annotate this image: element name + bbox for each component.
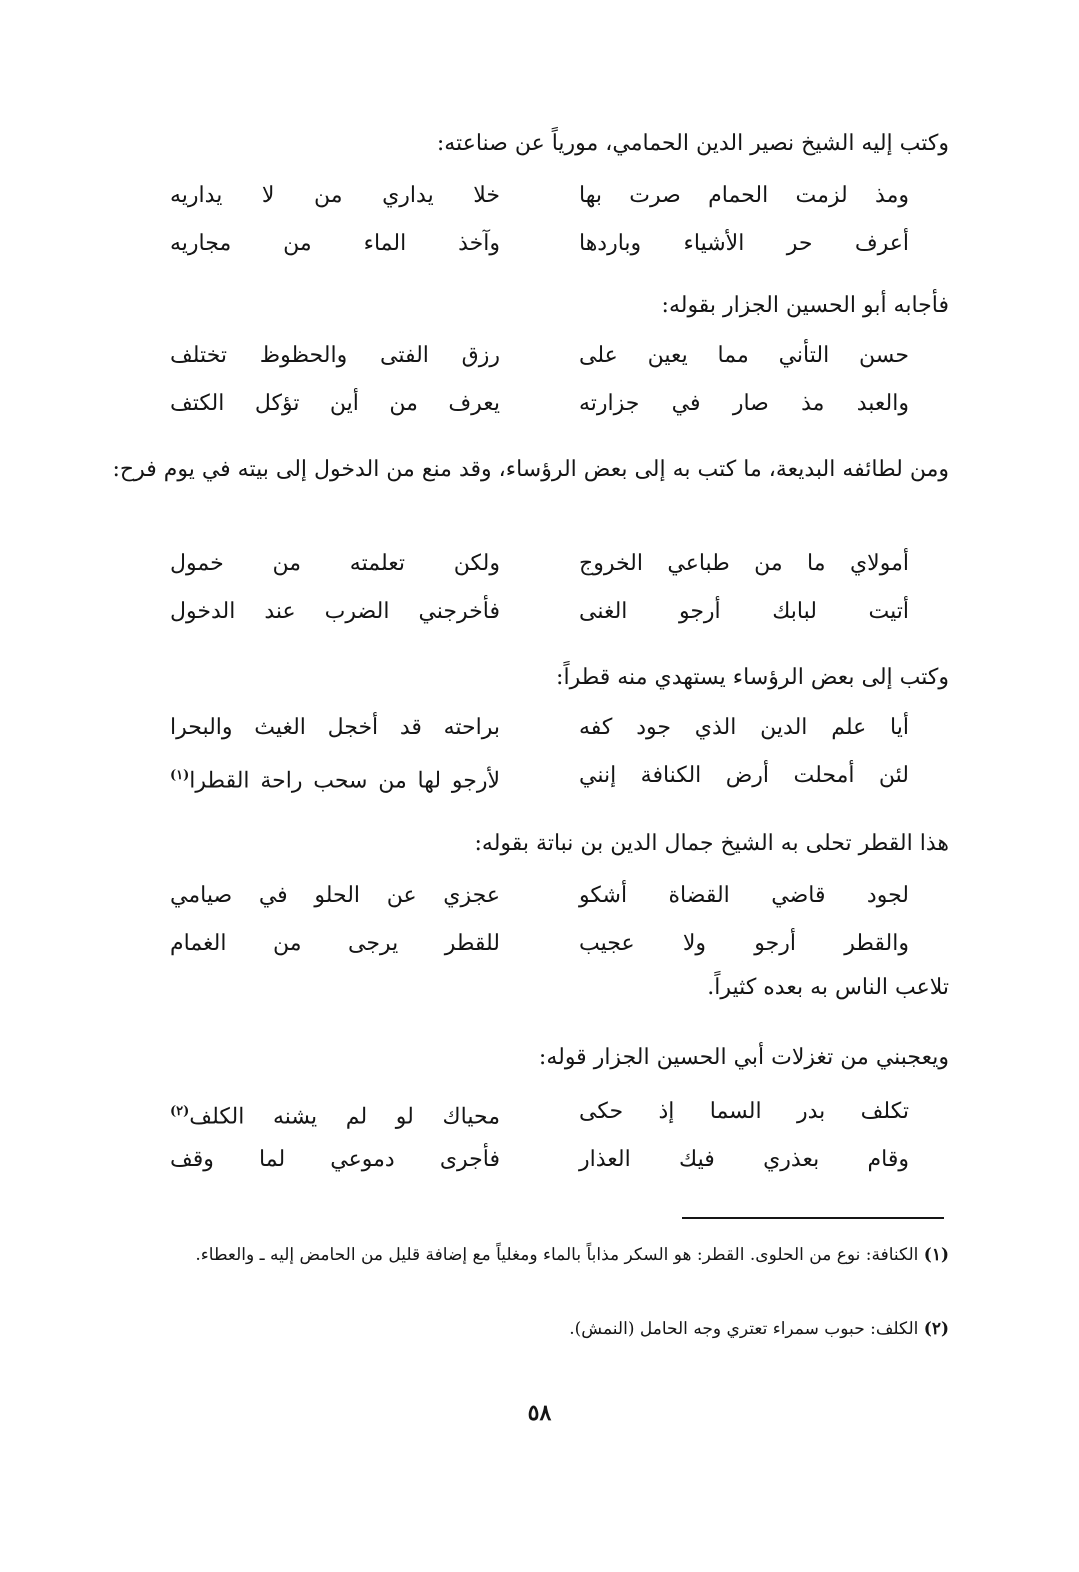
first-hemistich: حسن التأني مما يعين على [579,343,909,368]
verse-block-1 [130,172,909,268]
first-hemistich: والقطر أرجو ولا عجيب [579,931,909,956]
first-hemistich: لجود قاضي القضاة أشكو [579,883,909,908]
footnote-1 [108,1240,949,1270]
first-hemistich: أمولاي ما من طباعي الخروج [579,551,909,576]
hemistich-text: لأرجو لها من سحب راحة القطرا [189,768,500,794]
first-hemistich: والعبد مذ صار في جزارته [579,391,909,416]
hemistich-text: محياك لو لم يشنه الكلف [189,1104,500,1130]
second-hemistich: خلا يداري من لا يداريه [170,183,500,208]
verse-block-6 [130,1088,909,1184]
verse-block-3 [130,540,909,636]
second-hemistich [170,1088,500,1141]
verse-line [130,1088,909,1136]
footnote-2 [108,1314,949,1344]
paragraph-note: تلاعب الناس به بعده كثيراً. [707,975,949,1000]
paragraph-intro-5: هذا القطر تحلى به الشيخ جمال الدين بن نباتة بقوله: [474,831,949,856]
verse-line [130,540,909,588]
verse-block-5 [130,872,909,968]
footnote-text: الكلف: حبوب سمراء تعتري وجه الحامل (النمش). [569,1319,919,1339]
footnote-number: (١) [923,1245,949,1265]
first-hemistich: وقام بعذري فيك العذار [579,1147,909,1172]
verse-line [130,704,909,752]
verse-line [130,380,909,428]
verse-block-4 [130,704,909,800]
first-hemistich: أعرف حر الأشياء وباردها [579,231,909,256]
verse-line [130,172,909,220]
first-hemistich: ومذ لزمت الحمام صرت بها [579,183,909,208]
paragraph-intro-4: وكتب إلى بعض الرؤساء يستهدي منه قطراً: [556,665,949,690]
verse-line [130,872,909,920]
first-hemistich: تكلف بدر السما إذ حكى [579,1099,909,1124]
first-hemistich: لئن أمحلت أرض الكنافة إنني [579,763,909,788]
page-number: ٥٨ [527,1400,552,1426]
footnote-separator [682,1217,944,1219]
paragraph-intro-2: فأجابه أبو الحسين الجزار بقوله: [661,293,949,318]
footnote-marker: (٢) [170,1104,190,1119]
verse-line [130,1136,909,1184]
footnote-number: (٢) [923,1319,949,1339]
verse-line [130,588,909,636]
second-hemistich: وآخذ الماء من مجاريه [170,231,500,256]
second-hemistich: يعرف من أين تؤكل الكتف [170,391,500,416]
second-hemistich: عجزي عن الحلو في صيامي [170,883,500,908]
verse-line [130,920,909,968]
second-hemistich: ولكن تعلمته من خمول [170,551,500,576]
footnote-text: الكنافة: نوع من الحلوى. القطر: هو السكر مذاباً بالماء ومغلياً مع إضافة قليل من الحامض إليه ـ والعطاء. [195,1245,919,1265]
verse-line [130,220,909,268]
second-hemistich: فأجرى دموعي لما وقف [170,1147,500,1172]
verse-line [130,752,909,800]
second-hemistich: رزق الفتى والحظوظ تختلف [170,343,500,368]
verse-line [130,332,909,380]
paragraph-intro-1: وكتب إليه الشيخ نصير الدين الحمامي، مورياً عن صناعته: [436,131,949,156]
first-hemistich: أيا علم الدين الذي جود كفه [579,715,909,740]
second-hemistich: للقطر يرجى من الغمام [170,931,500,956]
footnote-marker: (١) [170,768,190,783]
second-hemistich [170,752,500,805]
paragraph-intro-3: ومن لطائفه البديعة، ما كتب به إلى بعض الرؤساء، وقد منع من الدخول إلى بيته في يوم فرح: [112,457,949,482]
second-hemistich: فأخرجني الضرب عند الدخول [170,599,500,624]
verse-block-2 [130,332,909,428]
first-hemistich: أتيت لبابك أرجو الغنى [579,599,909,624]
paragraph-intro-6: ويعجبني من تغزلات أبي الحسين الجزار قوله: [538,1045,949,1070]
second-hemistich: براحته قد أخجل الغيث والبحرا [170,715,500,740]
